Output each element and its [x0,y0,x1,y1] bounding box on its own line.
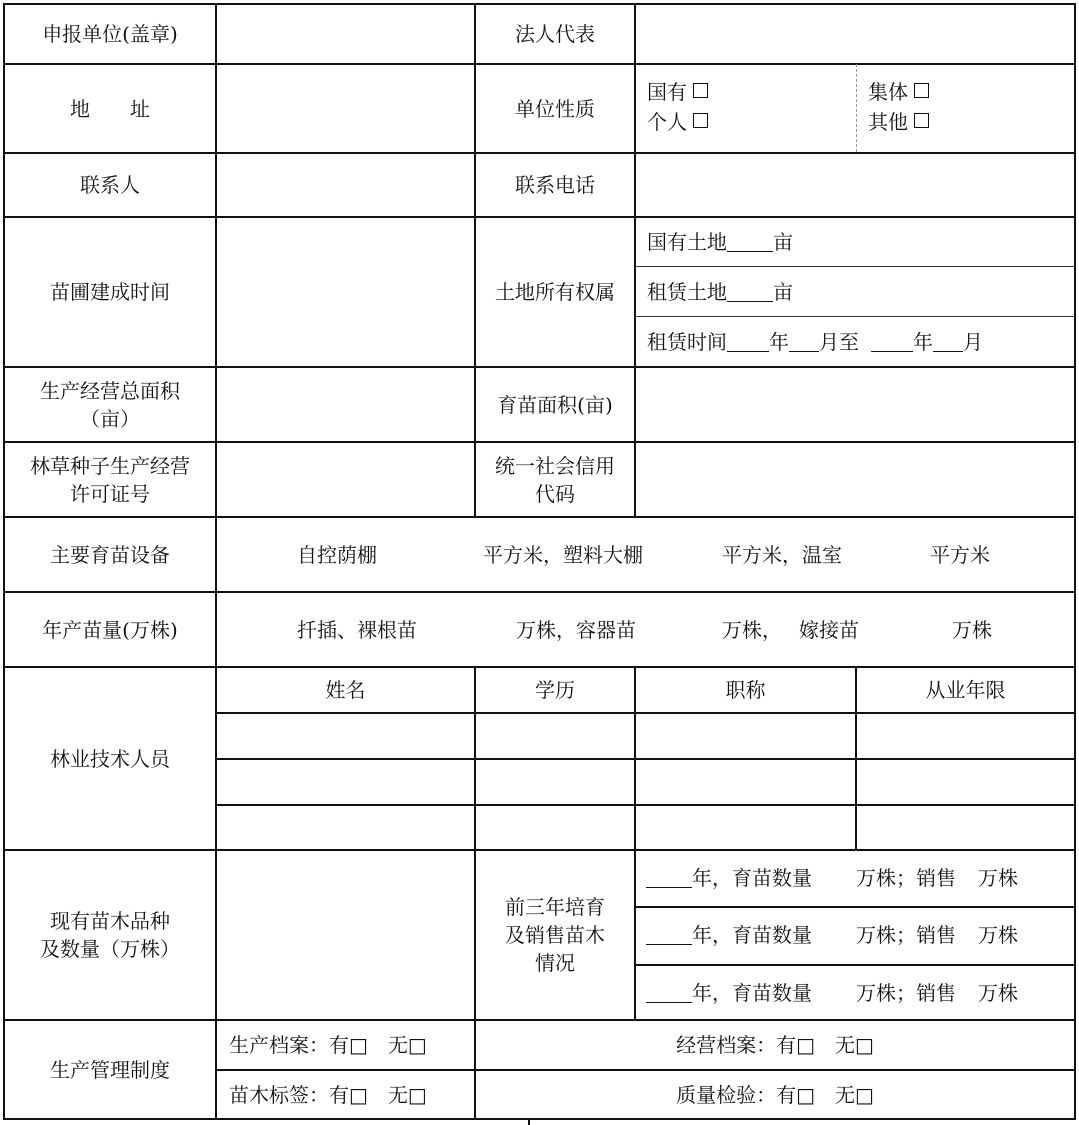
grid-line [528,1118,530,1125]
production-record[interactable] [217,1021,474,1069]
equipment-shade-text [297,541,447,569]
year-quantity-text: 年，育苗数量 [692,981,812,1005]
credit-code-label-line1: 统一社会信用 [495,453,615,478]
unit-nature-label [476,65,634,152]
management-label [5,1021,215,1118]
address-label-text: 地 址 [70,96,150,121]
license-label-line2: 许可证号 [70,481,150,506]
header-education [476,668,634,712]
legal-rep-label [476,5,634,63]
total-area-label-line1: 生产经营总面积 [40,378,180,403]
quality-check-text: 质量检验：有□ 无□ [676,1082,874,1107]
technicians-label-text: 林业技术人员 [50,746,170,771]
grid-line [856,64,857,152]
varieties-value[interactable] [217,851,474,1019]
header-name [217,668,474,712]
year-text: 年 [769,330,789,354]
varieties-label [5,851,215,1019]
credit-code-label-line2: 代码 [535,481,575,506]
license-value[interactable] [217,443,474,516]
option-other[interactable] [868,108,1068,136]
option-state-owned[interactable] [647,78,847,106]
output-graft-unit-text [952,616,1032,644]
month-to-text: 月至 [819,330,859,354]
applicant-label-text: 申报单位(盖章) [42,22,178,46]
checkbox-private[interactable] [693,113,708,128]
lease-end-year-blank[interactable] [871,333,913,352]
grid-line [216,712,1076,714]
grid-line [3,1118,1076,1120]
state-land-blank[interactable] [727,233,773,252]
output-cutting-label: 扦插、裸根苗 [297,618,417,642]
grid-line [635,964,1076,966]
applicant-label [5,5,215,63]
equipment-unit-text [930,541,1030,569]
annual-output-label [5,593,215,666]
contact-label [5,154,215,216]
phone-label [476,154,634,216]
grid-line [635,906,1076,908]
credit-code-label [476,443,634,516]
business-record-text: 经营档案：有□ 无□ [676,1033,874,1057]
equipment-label-text: 主要育苗设备 [50,542,170,567]
output-graft-unit-label: 万株 [952,618,992,642]
option-collective-text: 集体 [868,80,908,104]
varieties-label-line2: 及数量（万株） [40,937,180,961]
output-unit-text [722,616,802,644]
land-ownership-label [476,218,634,366]
output-container-label: 万株，容器苗 [516,618,636,642]
option-collective[interactable] [868,78,1068,106]
option-other-text: 其他 [868,110,908,134]
address-value[interactable] [217,65,474,152]
grid-line [634,666,636,1021]
nursery-area-label-text: 育苗面积(亩) [497,392,613,417]
past-label-line3: 情况 [535,951,575,975]
sales-text: 万株；销售 [856,981,956,1005]
management-label-text: 生产管理制度 [50,1057,170,1082]
header-years [857,668,1074,712]
output-unit-label: 万株， [722,618,782,642]
legal-rep-label-text: 法人代表 [515,22,595,46]
unit-text: 万株 [978,923,1018,947]
land-ownership-label-text: 土地所有权属 [495,280,615,304]
address-label [5,65,215,152]
phone-value[interactable] [636,154,1074,216]
year-quantity-text: 年，育苗数量 [692,866,812,890]
credit-code-value[interactable] [636,443,1074,516]
year-record-1[interactable] [646,864,1074,892]
technicians-label [5,668,215,849]
state-land-text: 国有土地 [647,230,727,254]
option-state-owned-text: 国有 [647,80,687,104]
lease-time-text: 租赁时间 [647,330,727,354]
month-text: 月 [963,330,983,354]
state-land-unit: 亩 [773,230,793,254]
grid-line [635,266,1076,267]
year-record-2[interactable] [646,921,1074,949]
nursery-built-label-text: 苗圃建成时间 [50,280,170,304]
license-label [5,443,215,516]
option-private[interactable] [647,108,847,136]
year-blank[interactable] [646,984,692,1003]
output-cutting-text [297,616,447,644]
nursery-area-label [476,368,634,441]
quality-check[interactable] [476,1071,1074,1118]
legal-rep-value[interactable] [636,5,1074,63]
grid-line [1074,3,1076,1120]
header-title-text: 职称 [725,678,766,702]
license-label-line1: 林草种子生产经营 [30,453,190,478]
header-title [636,668,855,712]
lease-start-year-blank[interactable] [727,333,769,352]
nursery-built-value[interactable] [217,218,474,366]
total-area-label [5,368,215,441]
varieties-label-line1: 现有苗木品种 [50,909,170,933]
unit-text: 万株 [978,981,1018,1005]
year-quantity-text: 年，育苗数量 [692,923,812,947]
unit-nature-label-text: 单位性质 [515,96,595,121]
equipment-unit-label: 平方米 [930,543,990,567]
applicant-value[interactable] [217,5,474,63]
year-blank[interactable] [646,926,692,945]
lease-land-unit: 亩 [773,280,793,304]
grid-line [635,316,1076,317]
output-container-text [516,616,666,644]
equipment-plastic-text [483,541,683,569]
option-private-text: 个人 [647,110,687,134]
header-education-text: 学历 [535,678,575,702]
past-label-line2: 及销售苗木 [505,923,605,947]
total-area-label-line2: （亩） [80,406,140,431]
output-graft-label: 嫁接苗 [799,618,859,642]
nursery-area-value[interactable] [636,368,1074,441]
lease-start-month-blank[interactable] [789,333,819,352]
annual-output-label-text: 年产苗量(万株) [42,617,178,642]
header-name-text: 姓名 [325,678,366,702]
checkbox-collective[interactable] [914,83,929,98]
unit-text: 万株 [978,866,1018,890]
phone-label-text: 联系电话 [515,173,595,197]
nursery-built-label [5,218,215,366]
lease-end-month-blank[interactable] [933,333,963,352]
checkbox-other[interactable] [914,113,929,128]
equipment-greenhouse-text [722,541,872,569]
past-label-line1: 前三年培育 [505,895,605,919]
equipment-greenhouse-label: 平方米，温室 [722,543,842,567]
sales-text: 万株；销售 [856,866,956,890]
year-record-3[interactable] [646,979,1074,1007]
year-text: 年 [913,330,933,354]
year-blank[interactable] [646,869,692,888]
seedling-tag[interactable] [217,1071,474,1118]
lease-land-blank[interactable] [727,283,773,302]
contact-label-text: 联系人 [80,173,140,197]
contact-value[interactable] [217,154,474,216]
checkbox-state-owned[interactable] [693,83,708,98]
grid-line [216,804,1076,806]
total-area-value[interactable] [217,368,474,441]
lease-time-line[interactable] [635,318,1074,366]
past-three-years-label [476,851,634,1019]
output-graft-text [799,616,879,644]
header-years-text: 从业年限 [925,678,1006,702]
lease-land-text: 租赁土地 [647,280,727,304]
business-record[interactable] [476,1021,1074,1069]
equipment-shade-label: 自控荫棚 [297,543,377,567]
grid-line [216,758,1076,760]
state-land-line[interactable] [635,218,1074,266]
seedling-tag-text: 苗木标签：有□ 无□ [229,1082,427,1107]
equipment-plastic-label: 平方米，塑料大棚 [483,543,643,567]
equipment-label [5,518,215,591]
lease-land-line[interactable] [635,268,1074,316]
production-record-text: 生产档案：有□ 无□ [229,1033,427,1057]
sales-text: 万株；销售 [856,923,956,947]
